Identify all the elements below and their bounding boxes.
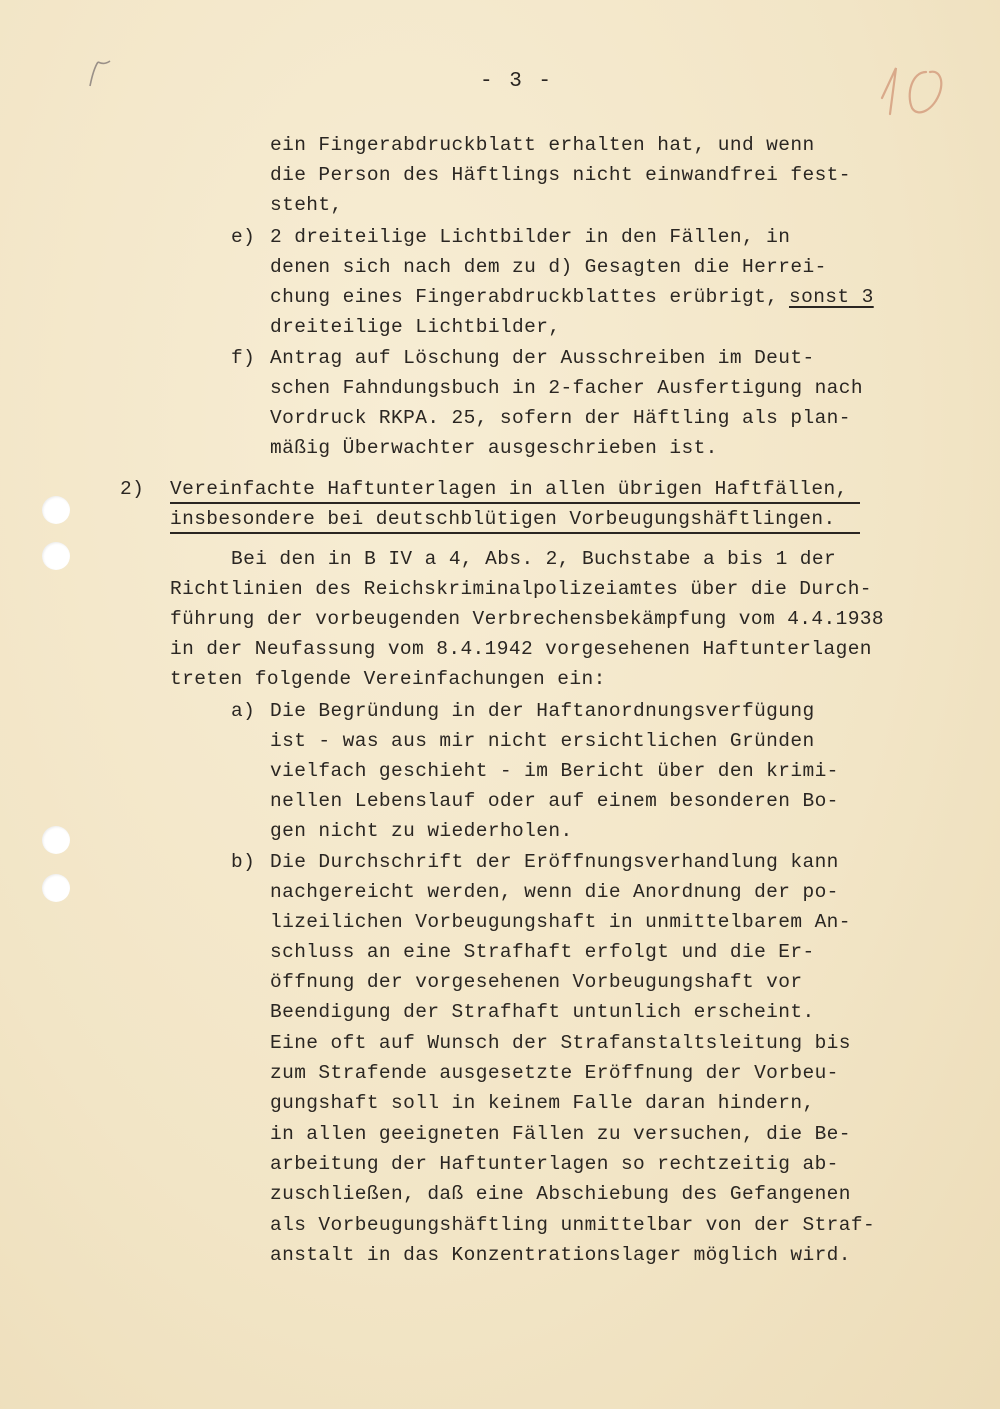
text-line: steht, [270,194,343,216]
text-line: gungshaft soll in keinem Falle daran hindern, [270,1092,815,1114]
text-line: Antrag auf Löschung der Ausschreiben im Deut- [270,347,815,369]
text-line: nachgereicht werden, wenn die Anordnung der po- [270,881,839,903]
paragraph-line: führung der vorbeugenden Verbrechensbekämpfung vom 4.4.1938 [170,608,885,630]
text-line: ein Fingerabdruckblatt erhalten hat, und wenn [270,134,815,156]
punch-hole [42,542,70,570]
text-line: gen nicht zu wiederholen. [270,820,573,842]
text-line: schluss an eine Strafhaft erfolgt und die Er- [270,941,815,963]
folio-number-handwritten [868,58,958,118]
text-line: arbeitung der Haftunterlagen so rechtzeitig ab- [270,1153,839,1175]
text-line: Die Begründung in der Haftanordnungsverfügung [270,700,815,722]
section-heading-line: Vereinfachte Haftunterlagen in allen übrigen Haftfällen, [170,478,848,500]
paragraph-line: Bei den in B IV a 4, Abs. 2, Buchstabe a bis 1 der [231,548,837,570]
list-marker-f: f) [231,347,256,369]
text-line: Eine oft auf Wunsch der Strafanstaltsleitung bis [270,1032,851,1054]
heading-underline [170,532,860,534]
text-line: anstalt in das Konzentrationslager möglich wird. [270,1244,851,1266]
text-line: Vordruck RKPA. 25, sofern der Häftling als plan- [270,407,851,429]
underlined-phrase: sonst 3 [789,286,874,308]
text-line: nellen Lebenslauf oder auf einem besonderen Bo- [270,790,839,812]
text-line: zum Strafende ausgesetzte Eröffnung der Vorbeu- [270,1062,839,1084]
section-number: 2) [120,478,145,500]
list-marker-a: a) [231,700,256,722]
text-line: die Person des Häftlings nicht einwandfrei fest- [270,164,851,186]
text-line: chung eines Fingerabdruckblattes erübrigt, [270,286,779,308]
pen-mark [86,58,116,88]
text-line: zuschließen, daß eine Abschiebung des Gefangenen [270,1183,851,1205]
paragraph-line: Richtlinien des Reichskriminalpolizeiamtes über die Durch- [170,578,872,600]
text-line: in allen geeigneten Fällen zu versuchen, die Be- [270,1123,851,1145]
text-line: als Vorbeugungshäftling unmittelbar von der Straf- [270,1214,876,1236]
text-line: lizeilichen Vorbeugungshaft in unmittelbarem An- [270,911,851,933]
paragraph-line: in der Neufassung vom 8.4.1942 vorgesehenen Haftunterlagen [170,638,872,660]
text-line: schen Fahndungsbuch in 2-facher Ausfertigung nach [270,377,863,399]
page-number: - 3 - [480,70,554,93]
text-line: Beendigung der Strafhaft untunlich erscheint. [270,1001,815,1023]
text-line: Die Durchschrift der Eröffnungsverhandlung kann [270,851,839,873]
text-line: ist - was aus mir nicht ersichtlichen Gründen [270,730,815,752]
text-line: 2 dreiteilige Lichtbilder in den Fällen, in [270,226,791,248]
text-line: vielfach geschieht - im Bericht über den krimi- [270,760,839,782]
heading-underline [170,502,860,504]
paragraph-line: treten folgende Vereinfachungen ein: [170,668,606,690]
text-line: öffnung der vorgesehenen Vorbeugungshaft vor [270,971,803,993]
punch-hole [42,874,70,902]
section-heading-line: insbesondere bei deutschblütigen Vorbeugungshäftlingen. [170,508,836,530]
punch-hole [42,826,70,854]
text-line: dreiteilige Lichtbilder, [270,316,561,338]
text-line: mäßig Überwachter ausgeschrieben ist. [270,437,718,459]
list-marker-b: b) [231,851,256,873]
punch-hole [42,496,70,524]
list-marker-e: e) [231,226,256,248]
text-line: denen sich nach dem zu d) Gesagten die Herrei- [270,256,827,278]
